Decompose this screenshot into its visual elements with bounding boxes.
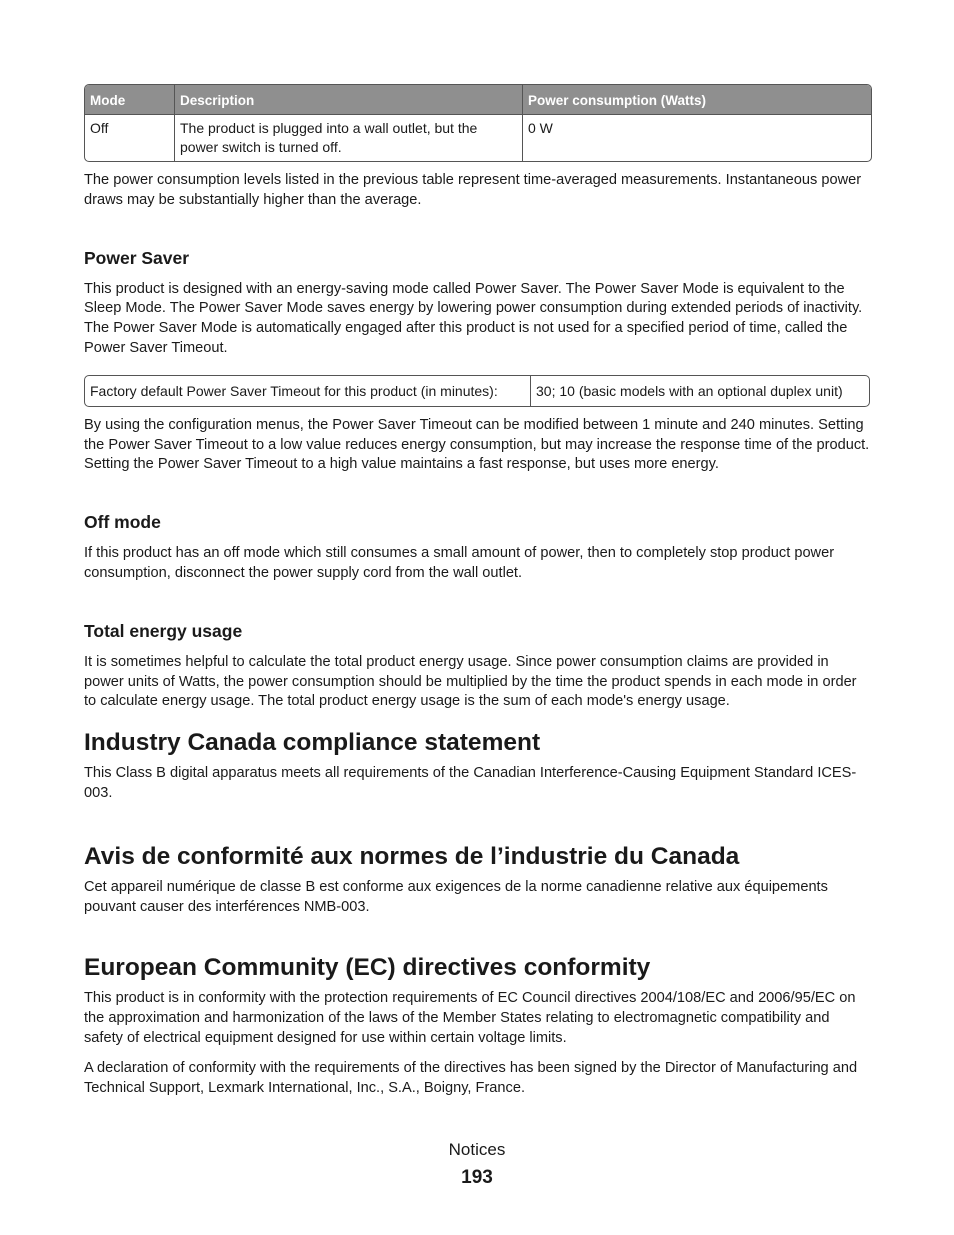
ec-directives-paragraph-2: A declaration of conformity with the requirements of the directives has been signed by the Director of Manufacturing and Technical Support, Lexmark International, Inc., S.A., Boigny, France. — [84, 1059, 858, 1096]
power-mode-table — [84, 84, 872, 162]
page-number: 193 — [461, 1167, 493, 1188]
footer-section: Notices — [448, 1140, 506, 1159]
cell-power: 0 W — [528, 120, 553, 136]
avis-canada-heading: Avis de conformité aux normes de l’industrie du Canada — [84, 842, 740, 870]
cell-mode: Off — [85, 115, 175, 161]
table-header-row — [85, 85, 871, 114]
header-power: Power consumption (Watts) — [528, 93, 706, 108]
industry-canada-paragraph: This Class B digital apparatus meets all requirements of the Canadian Interference-Causing Equipment Standard ICES-003. — [84, 765, 857, 801]
avis-canada-paragraph: Cet appareil numérique de classe B est conforme aux exigences de la norme canadienne relative aux équipements pouvant causer des interférences NMB-003. — [84, 878, 828, 915]
power-saver-paragraph-2: By using the configuration menus, the Power Saver Timeout can be modified between 1 minute and 240 minutes. Setting the Power Saver Timeout to a low value reduces energy consumption, but may increase the response time of the product. Setting the Power Saver Timeout to a high value maintains a fast response, but uses more energy. — [84, 416, 870, 473]
header-description: Description — [175, 85, 523, 114]
timeout-label: Factory default Power Saver Timeout for this product (in minutes): — [85, 376, 531, 406]
timeout-value: 30; 10 (basic models with an optional duplex unit) — [536, 382, 843, 399]
total-energy-heading: Total energy usage — [84, 620, 243, 641]
cell-description: The product is plugged into a wall outlet, but the power switch is turned off. — [175, 115, 523, 161]
power-saver-timeout-table — [84, 375, 870, 407]
table-row — [85, 114, 871, 161]
total-energy-paragraph: It is sometimes helpful to calculate the total product energy usage. Since power consumption claims are provided in power units of Watts, the power consumption should be multiplied by the time the product spends in each mode in order to calculate energy usage. The total product energy usage is the sum of each mode's energy usage. — [84, 653, 857, 710]
power-saver-heading: Power Saver — [84, 247, 190, 268]
power-saver-paragraph: This product is designed with an energy-saving mode called Power Saver. The Power Saver Mode is equivalent to the Sleep Mode. The Power Saver Mode saves energy by lowering power consumption during extended periods of inactivity. The Power Saver Mode is automatically engaged after this product is not used for a specified period of time, called the Power Saver Timeout. — [84, 280, 863, 356]
off-mode-paragraph: If this product has an off mode which still consumes a small amount of power, then to completely stop product power consumption, disconnect the power supply cord from the wall outlet. — [84, 545, 835, 581]
ec-directives-paragraph-1: This product is in conformity with the protection requirements of EC Council directives 2004/108/EC and 2006/95/EC on the approximation and harmonization of the laws of the Member States relating to electromagnetic compatibility and safety of electrical equipment designed for use within certain voltage limits. — [84, 990, 856, 1046]
off-mode-heading: Off mode — [84, 512, 161, 533]
header-mode: Mode — [85, 85, 175, 114]
intro-paragraph: The power consumption levels listed in the previous table represent time-averaged measurements. Instantaneous power draws may be substantially higher than the average. — [84, 172, 862, 208]
ec-directives-heading: European Community (EC) directives conformity — [84, 954, 651, 982]
industry-canada-heading: Industry Canada compliance statement — [84, 729, 541, 757]
page-content — [84, 84, 870, 1098]
